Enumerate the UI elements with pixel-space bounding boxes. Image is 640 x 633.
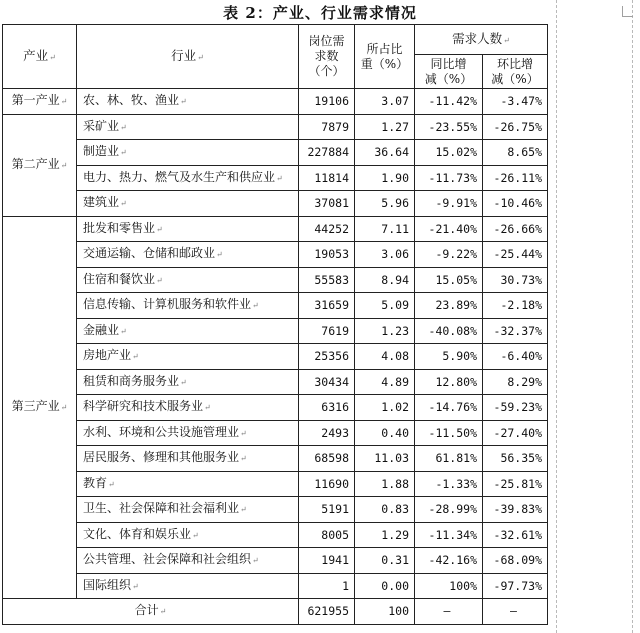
qoq-cell: 56.35%	[483, 446, 548, 472]
industry-cell: 电力、热力、燃气及水生产和供应业↵	[77, 165, 299, 191]
industry-cell: 住宿和餐饮业↵	[77, 267, 299, 293]
table-row	[3, 548, 548, 574]
header-demand: 需求人数↵	[415, 25, 548, 55]
sector-cell-secondary: 第二产业↵	[3, 114, 77, 216]
positions-cell: 30434	[299, 369, 355, 395]
yoy-cell: 61.81%	[415, 446, 483, 472]
share-cell: 4.08	[355, 344, 415, 370]
positions-cell: 1	[299, 573, 355, 599]
qoq-cell: -68.09%	[483, 548, 548, 574]
qoq-cell: -26.66%	[483, 216, 548, 242]
share-cell: 0.31	[355, 548, 415, 574]
positions-cell: 6316	[299, 395, 355, 421]
yoy-cell: -11.73%	[415, 165, 483, 191]
table-row	[3, 114, 548, 140]
qoq-cell: -26.75%	[483, 114, 548, 140]
industry-cell: 公共管理、社会保障和社会组织↵	[77, 548, 299, 574]
industry-cell: 科学研究和技术服务业↵	[77, 395, 299, 421]
industry-cell: 租赁和商务服务业↵	[77, 369, 299, 395]
qoq-cell: -10.46%	[483, 191, 548, 217]
header-industry: 行业↵	[77, 25, 299, 89]
table-row	[3, 293, 548, 319]
share-cell: 1.27	[355, 114, 415, 140]
positions-cell: 7619	[299, 318, 355, 344]
table-row	[3, 344, 548, 370]
industry-cell: 文化、体育和娱乐业↵	[77, 522, 299, 548]
share-cell: 1.23	[355, 318, 415, 344]
table-row	[3, 242, 548, 268]
total-qoq: —	[483, 599, 548, 625]
positions-cell: 2493	[299, 420, 355, 446]
table-row	[3, 267, 548, 293]
page-margin-line	[632, 0, 633, 633]
qoq-cell: -27.40%	[483, 420, 548, 446]
yoy-cell: -11.42%	[415, 89, 483, 115]
positions-cell: 5191	[299, 497, 355, 523]
positions-cell: 227884	[299, 140, 355, 166]
positions-cell: 44252	[299, 216, 355, 242]
industry-cell: 国际组织↵	[77, 573, 299, 599]
industry-cell: 信息传输、计算机服务和软件业↵	[77, 293, 299, 319]
share-cell: 3.06	[355, 242, 415, 268]
header-qoq: 环比增 减（%）	[483, 55, 548, 89]
yoy-cell: 15.05%	[415, 267, 483, 293]
qoq-cell: 8.29%	[483, 369, 548, 395]
table-row	[3, 140, 548, 166]
positions-cell: 55583	[299, 267, 355, 293]
positions-cell: 7879	[299, 114, 355, 140]
industry-cell: 交通运输、仓储和邮政业↵	[77, 242, 299, 268]
positions-cell: 37081	[299, 191, 355, 217]
table-row	[3, 497, 548, 523]
yoy-cell: 100%	[415, 573, 483, 599]
yoy-cell: -9.22%	[415, 242, 483, 268]
share-cell: 36.64	[355, 140, 415, 166]
share-cell: 11.03	[355, 446, 415, 472]
table-title: 表 2：产业、行业需求情况	[223, 4, 417, 22]
industry-cell: 房地产业↵	[77, 344, 299, 370]
table-row	[3, 522, 548, 548]
share-cell: 5.96	[355, 191, 415, 217]
total-row	[3, 599, 548, 625]
positions-cell: 25356	[299, 344, 355, 370]
yoy-cell: -42.16%	[415, 548, 483, 574]
share-cell: 1.02	[355, 395, 415, 421]
header-positions: 岗位需 求数 （个）	[299, 25, 355, 89]
industry-cell: 建筑业↵	[77, 191, 299, 217]
page-margin-line	[556, 0, 557, 633]
industry-cell: 金融业↵	[77, 318, 299, 344]
industry-cell: 批发和零售业↵	[77, 216, 299, 242]
total-yoy: —	[415, 599, 483, 625]
table-row	[3, 89, 548, 115]
qoq-cell: -2.18%	[483, 293, 548, 319]
table-row	[3, 216, 548, 242]
yoy-cell: -9.91%	[415, 191, 483, 217]
qoq-cell: -25.44%	[483, 242, 548, 268]
yoy-cell: -11.34%	[415, 522, 483, 548]
positions-cell: 11690	[299, 471, 355, 497]
table-row	[3, 191, 548, 217]
industry-demand-table	[2, 24, 548, 625]
share-cell: 3.07	[355, 89, 415, 115]
qoq-cell: -26.11%	[483, 165, 548, 191]
header-sector: 产业↵	[3, 25, 77, 89]
positions-cell: 8005	[299, 522, 355, 548]
positions-cell: 31659	[299, 293, 355, 319]
positions-cell: 1941	[299, 548, 355, 574]
industry-cell: 居民服务、修理和其他服务业↵	[77, 446, 299, 472]
yoy-cell: -1.33%	[415, 471, 483, 497]
qoq-cell: -39.83%	[483, 497, 548, 523]
qoq-cell: -32.37%	[483, 318, 548, 344]
qoq-cell: -25.81%	[483, 471, 548, 497]
positions-cell: 19106	[299, 89, 355, 115]
total-label: 合计↵	[3, 599, 299, 625]
yoy-cell: -28.99%	[415, 497, 483, 523]
yoy-cell: 12.80%	[415, 369, 483, 395]
qoq-cell: -59.23%	[483, 395, 548, 421]
industry-cell: 水利、环境和公共设施管理业↵	[77, 420, 299, 446]
table-row	[3, 165, 548, 191]
positions-cell: 19053	[299, 242, 355, 268]
table-row	[3, 420, 548, 446]
yoy-cell: 23.89%	[415, 293, 483, 319]
share-cell: 7.11	[355, 216, 415, 242]
qoq-cell: -3.47%	[483, 89, 548, 115]
table-row	[3, 446, 548, 472]
share-cell: 4.89	[355, 369, 415, 395]
table-row	[3, 395, 548, 421]
yoy-cell: -40.08%	[415, 318, 483, 344]
qoq-cell: -32.61%	[483, 522, 548, 548]
qoq-cell: 30.73%	[483, 267, 548, 293]
share-cell: 1.88	[355, 471, 415, 497]
header-share: 所占比 重（%）	[355, 25, 415, 89]
share-cell: 1.29	[355, 522, 415, 548]
share-cell: 1.90	[355, 165, 415, 191]
sector-cell-tertiary: 第三产业↵	[3, 216, 77, 599]
industry-cell: 采矿业↵	[77, 114, 299, 140]
share-cell: 5.09	[355, 293, 415, 319]
share-cell: 0.40	[355, 420, 415, 446]
table-row	[3, 318, 548, 344]
table-row	[3, 573, 548, 599]
yoy-cell: -14.76%	[415, 395, 483, 421]
yoy-cell: -23.55%	[415, 114, 483, 140]
header-yoy: 同比增 减（%）	[415, 55, 483, 89]
share-cell: 8.94	[355, 267, 415, 293]
share-cell: 0.00	[355, 573, 415, 599]
total-positions: 621955	[299, 599, 355, 625]
yoy-cell: -21.40%	[415, 216, 483, 242]
qoq-cell: 8.65%	[483, 140, 548, 166]
yoy-cell: 5.90%	[415, 344, 483, 370]
table-row	[3, 471, 548, 497]
industry-cell: 卫生、社会保障和社会福利业↵	[77, 497, 299, 523]
yoy-cell: 15.02%	[415, 140, 483, 166]
total-share: 100	[355, 599, 415, 625]
table-row	[3, 369, 548, 395]
industry-cell: 制造业↵	[77, 140, 299, 166]
sector-cell-primary: 第一产业↵	[3, 89, 77, 115]
positions-cell: 11814	[299, 165, 355, 191]
positions-cell: 68598	[299, 446, 355, 472]
share-cell: 0.83	[355, 497, 415, 523]
industry-cell: 农、林、牧、渔业↵	[77, 89, 299, 115]
qoq-cell: -6.40%	[483, 344, 548, 370]
industry-cell: 教育↵	[77, 471, 299, 497]
yoy-cell: -11.50%	[415, 420, 483, 446]
qoq-cell: -97.73%	[483, 573, 548, 599]
